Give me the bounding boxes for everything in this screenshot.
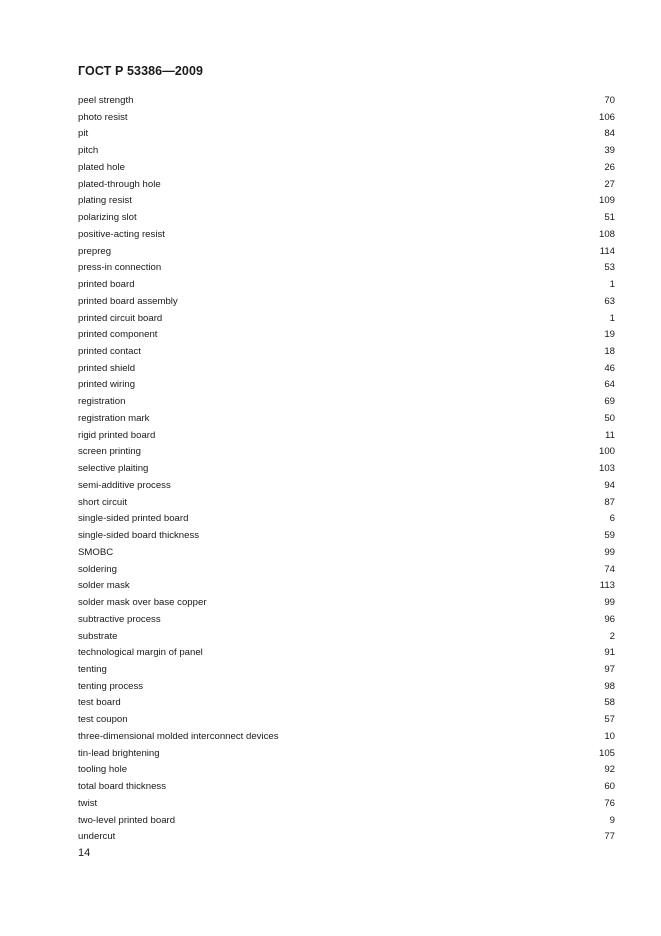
index-entry-number: 39: [604, 145, 615, 157]
index-entry: [78, 126, 615, 143]
index-entry-term: pitch: [78, 145, 99, 157]
index-entry: [78, 712, 615, 729]
index-entry: [78, 461, 615, 478]
index-entry: [78, 528, 615, 545]
index-entry-number: 100: [598, 446, 615, 458]
index-entry-term: printed contact: [78, 346, 141, 358]
index-entry-number: 57: [604, 714, 615, 726]
index-entry-number: 2: [609, 630, 615, 642]
index-entry: [78, 729, 615, 746]
index-entry-term: plated hole: [78, 161, 125, 173]
index-entry: [78, 260, 615, 277]
index-entry: [78, 428, 615, 445]
index-entry-number: 105: [598, 747, 615, 759]
index-entry: [78, 695, 615, 712]
index-entry: [78, 662, 615, 679]
index-entry-number: 99: [604, 546, 615, 558]
index-entry: [78, 746, 615, 763]
index-entry-number: 74: [604, 563, 615, 575]
index-entry: [78, 629, 615, 646]
index-entry-number: 18: [604, 346, 615, 358]
index-entry: [78, 160, 615, 177]
index-entry-number: 97: [604, 663, 615, 675]
index-entry-number: 26: [604, 161, 615, 173]
index-entry: [78, 394, 615, 411]
index-entry-term: solder mask: [78, 580, 130, 592]
index-entry-number: 96: [604, 613, 615, 625]
index-entry: [78, 177, 615, 194]
index-entry: [78, 210, 615, 227]
index-entry: [78, 612, 615, 629]
index-entry: [78, 779, 615, 796]
index-entry: [78, 762, 615, 779]
index-entry-number: 84: [604, 128, 615, 140]
index-entry-number: 91: [604, 647, 615, 659]
index-entry: [78, 478, 615, 495]
index-entry-number: 10: [604, 730, 615, 742]
index-entry-term: plated-through hole: [78, 178, 161, 190]
index-entry-term: pit: [78, 128, 89, 140]
index-entry-term: polarizing slot: [78, 212, 137, 224]
index-entry-term: two-level printed board: [78, 814, 176, 826]
index-entry-term: twist: [78, 797, 98, 809]
index-entry-term: selective plaiting: [78, 463, 149, 475]
index-entry-number: 77: [604, 831, 615, 843]
index-entry-term: short circuit: [78, 496, 128, 508]
index-entry-term: subtractive process: [78, 613, 161, 625]
index-entry-term: total board thickness: [78, 781, 166, 793]
index-entry-term: test coupon: [78, 714, 128, 726]
index-entry-number: 106: [598, 111, 615, 123]
index-entry-term: three-dimensional molded interconnect devices: [78, 730, 279, 742]
index-entry: [78, 578, 615, 595]
index-entry-number: 1: [609, 312, 615, 324]
index-entry-term: tin-lead brightening: [78, 747, 160, 759]
index-entry-term: peel strength: [78, 95, 134, 106]
index-entry-term: printed circuit board: [78, 312, 163, 324]
term-index-list: [78, 93, 615, 846]
index-entry: [78, 277, 615, 294]
index-entry-number: 58: [604, 697, 615, 709]
index-entry-number: 27: [604, 178, 615, 190]
page-number: 14: [78, 847, 91, 859]
index-entry-term: substrate: [78, 630, 118, 642]
index-entry-number: 1: [609, 279, 615, 291]
index-entry-term: printed board: [78, 279, 135, 291]
index-entry-term: registration mark: [78, 412, 150, 424]
index-entry-term: screen printing: [78, 446, 141, 458]
index-entry: [78, 361, 615, 378]
index-entry: [78, 377, 615, 394]
index-entry-term: positive-acting resist: [78, 228, 165, 240]
index-entry-term: printed shield: [78, 362, 136, 374]
index-entry-number: 64: [604, 379, 615, 391]
index-entry: [78, 595, 615, 612]
index-entry: [78, 311, 615, 328]
index-entry: [78, 796, 615, 813]
index-entry-number: 108: [598, 228, 615, 240]
index-entry: [78, 829, 615, 846]
index-entry: [78, 444, 615, 461]
index-entry-number: 53: [604, 262, 615, 274]
index-entry: [78, 562, 615, 579]
index-entry: [78, 645, 615, 662]
index-entry-number: 46: [604, 362, 615, 374]
index-entry-number: 92: [604, 764, 615, 776]
index-entry-number: 70: [604, 95, 615, 106]
index-entry: [78, 244, 615, 261]
index-entry-term: SMOBC: [78, 546, 114, 558]
index-entry-term: test board: [78, 697, 121, 709]
index-entry-number: 11: [605, 429, 615, 441]
index-entry-term: printed component: [78, 329, 158, 341]
index-entry-number: 87: [604, 496, 615, 508]
index-entry: [78, 93, 615, 110]
index-entry-number: 50: [604, 412, 615, 424]
index-entry-term: soldering: [78, 563, 117, 575]
index-entry: [78, 679, 615, 696]
index-entry: [78, 227, 615, 244]
index-entry-number: 76: [604, 797, 615, 809]
index-entry-number: 94: [604, 479, 615, 491]
index-entry-term: printed wiring: [78, 379, 136, 391]
index-entry-term: prepreg: [78, 245, 112, 257]
index-entry-term: plating resist: [78, 195, 132, 207]
index-entry-term: semi-additive process: [78, 479, 171, 491]
index-entry-number: 98: [604, 680, 615, 692]
index-entry-term: undercut: [78, 831, 116, 843]
index-entry-term: tenting process: [78, 680, 144, 692]
index-entry: [78, 495, 615, 512]
index-entry-number: 114: [599, 245, 615, 257]
index-entry-number: 59: [604, 530, 615, 542]
index-entry-number: 60: [604, 781, 615, 793]
index-entry: [78, 327, 615, 344]
index-entry-number: 113: [599, 580, 615, 592]
index-entry-term: technological margin of panel: [78, 647, 203, 659]
index-entry-term: single-sided board thickness: [78, 530, 200, 542]
index-entry-number: 63: [604, 295, 615, 307]
index-entry: [78, 511, 615, 528]
index-entry-term: tenting: [78, 663, 107, 675]
document-header: ГОСТ Р 53386—2009: [78, 64, 204, 78]
index-entry: [78, 411, 615, 428]
index-entry: [78, 294, 615, 311]
index-entry-number: 9: [609, 814, 615, 826]
index-entry-term: press-in connection: [78, 262, 162, 274]
index-entry-term: single-sided printed board: [78, 513, 189, 525]
index-entry-number: 99: [604, 597, 615, 609]
index-entry-number: 69: [604, 396, 615, 408]
index-entry-term: photo resist: [78, 111, 128, 123]
index-entry: [78, 143, 615, 160]
index-entry: [78, 545, 615, 562]
index-entry-term: solder mask over base copper: [78, 597, 207, 609]
index-entry-number: 51: [604, 212, 615, 224]
index-entry-number: 103: [598, 463, 615, 475]
index-entry-number: 19: [604, 329, 615, 341]
index-entry-number: 6: [609, 513, 615, 525]
index-entry: [78, 110, 615, 127]
index-entry-term: printed board assembly: [78, 295, 178, 307]
index-entry: [78, 344, 615, 361]
index-entry: [78, 813, 615, 830]
index-entry-number: 109: [598, 195, 615, 207]
index-entry-term: registration: [78, 396, 126, 408]
index-entry-term: rigid printed board: [78, 429, 156, 441]
index-entry-term: tooling hole: [78, 764, 128, 776]
index-entry: [78, 193, 615, 210]
